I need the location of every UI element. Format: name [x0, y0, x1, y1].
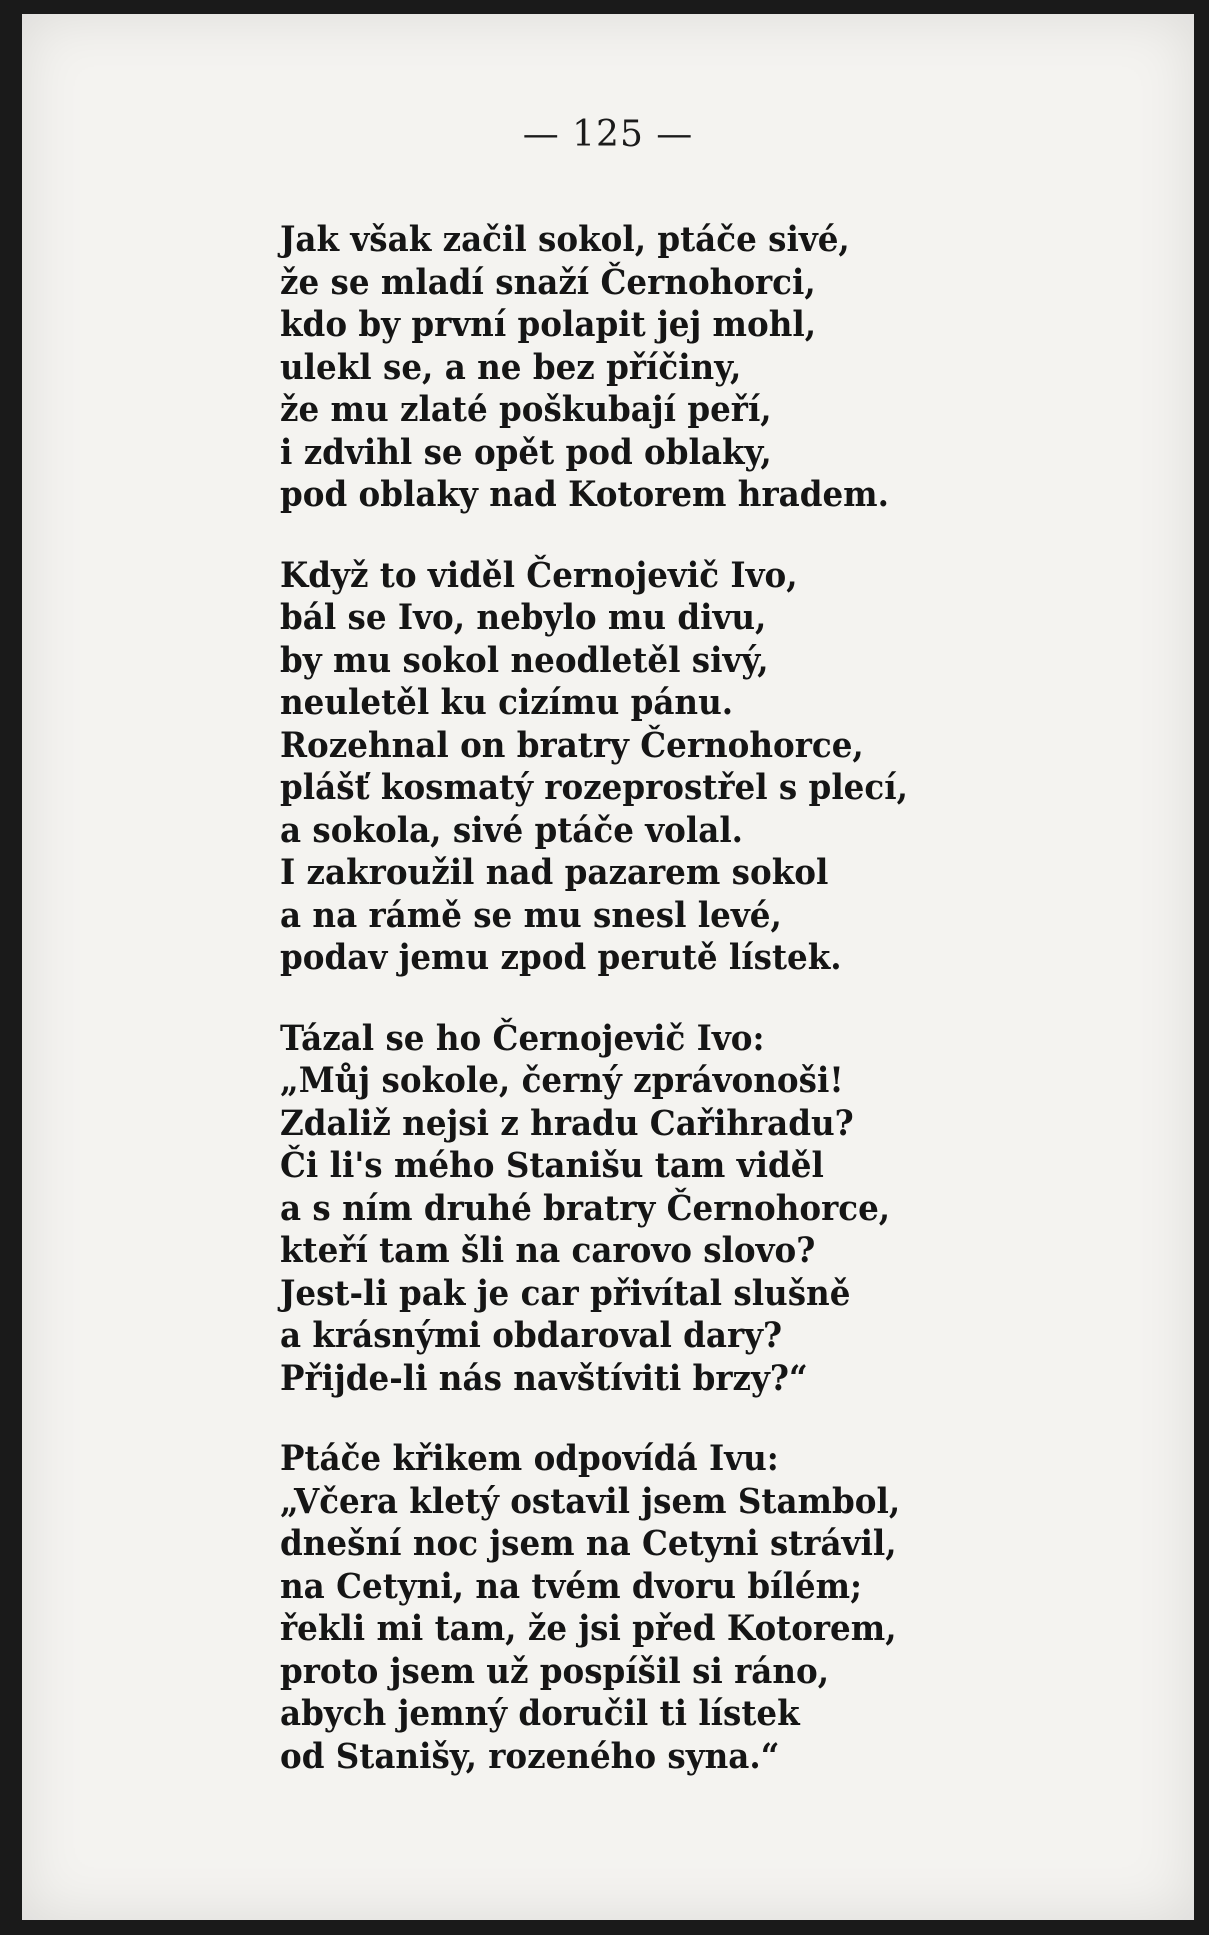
poem-line: a s ním druhé bratry Černohorce,	[280, 1187, 891, 1229]
poem-line: i zdvihl se opět pod oblaky,	[280, 431, 772, 473]
poem-line: Jak však začil sokol, ptáče sivé,	[280, 219, 850, 260]
poem-line: Rozehnal on bratry Černohorce,	[280, 724, 864, 766]
poem-line: že se mladí snaží Černohorci,	[280, 261, 816, 303]
poem-line: pod oblaky nad Kotorem hradem.	[280, 474, 889, 515]
poem-line: a sokola, sivé ptáče volal.	[280, 809, 744, 851]
poem-line: podav jemu zpod perutě lístek.	[280, 937, 842, 978]
poem-line: a na rámě se mu snesl levé,	[280, 894, 782, 936]
poem-line: abych jemný doručil ti lístek	[280, 1693, 800, 1734]
poem-line: kteří tam šli na carovo slovo?	[280, 1230, 816, 1271]
poem	[280, 219, 1160, 1816]
stanza-1	[280, 219, 1160, 517]
stanza-3	[280, 1018, 1160, 1401]
poem-line: neuletěl ku cizímu pánu.	[280, 682, 734, 723]
poem-line: od Stanišy, rozeného syna.“	[280, 1735, 780, 1777]
poem-line: dnešní noc jsem na Cetyni strávil,	[280, 1523, 897, 1564]
stanza-2	[280, 555, 1160, 980]
poem-line: by mu sokol neodletěl sivý,	[280, 639, 769, 681]
poem-line: na Cetyni, na tvém dvoru bílém;	[280, 1565, 863, 1607]
poem-line: Tázal se ho Černojevič Ivo:	[280, 1017, 765, 1059]
poem-line: Či li's mého Stanišu tam viděl	[280, 1145, 824, 1186]
poem-line: Když to viděl Černojevič Ivo,	[280, 554, 798, 596]
poem-line: řekli mi tam, že jsi před Kotorem,	[280, 1608, 897, 1649]
poem-line: „Včera kletý ostavil jsem Stambol,	[280, 1480, 901, 1522]
poem-line: plášť kosmatý rozeprostřel s plecí,	[280, 767, 908, 808]
poem-line: ulekl se, a ne bez příčiny,	[280, 346, 742, 388]
poem-line: Jest-li pak je car přivítal slušně	[280, 1272, 851, 1314]
book-page	[22, 14, 1194, 1920]
poem-line: Ptáče křikem odpovídá Ivu:	[280, 1438, 779, 1479]
poem-line: kdo by první polapit jej mohl,	[280, 304, 817, 345]
poem-line: Zdaliž nejsi z hradu Cařihradu?	[280, 1102, 854, 1144]
poem-line: proto jsem už pospíšil si ráno,	[280, 1650, 830, 1692]
stanza-4	[280, 1438, 1160, 1778]
poem-line: bál se Ivo, nebylo mu divu,	[280, 597, 767, 638]
poem-line: Přijde-li nás navštíviti brzy?“	[280, 1357, 808, 1399]
page-number: — 125 —	[522, 114, 694, 155]
poem-line: I zakroužil nad pazarem sokol	[280, 852, 829, 893]
poem-line: že mu zlaté poškubají peří,	[280, 389, 772, 430]
poem-line: a krásnými obdaroval dary?	[280, 1315, 783, 1356]
poem-line: „Můj sokole, černý zprávonoši!	[280, 1060, 844, 1101]
